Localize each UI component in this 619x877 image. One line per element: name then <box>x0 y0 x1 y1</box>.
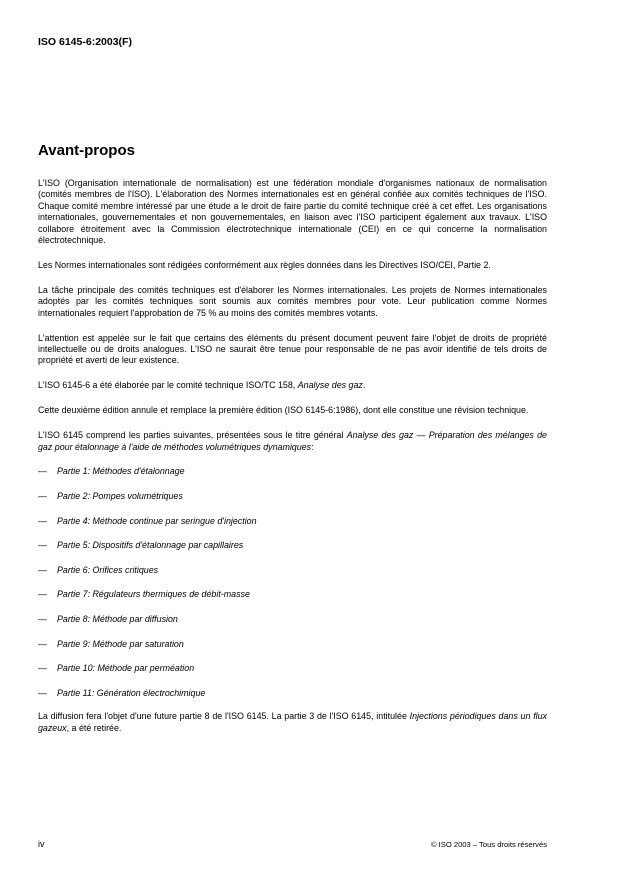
parts-list <box>38 466 547 712</box>
part-label: Partie 8: Méthode par diffusion <box>57 613 178 624</box>
dash: — <box>38 663 47 674</box>
copyright-notice: © ISO 2003 – Tous droits réservés <box>430 840 547 849</box>
dash: — <box>38 613 47 624</box>
dash: — <box>38 589 47 600</box>
paragraph-committee <box>38 380 547 391</box>
paragraph-main-task: La tâche principale des comités techniques est d'élaborer les Normes internationales. Les projets de Normes internationales adoptés par les comités techniques sont soumis aux comités membres pour vote. Leur publication comme Normes internationales requiert l'approbation de 75 % au moins des comités membres votants. <box>38 284 547 318</box>
list-item <box>38 491 547 516</box>
dash: — <box>38 466 47 477</box>
page-number: iv <box>38 839 45 849</box>
paragraph-patent-rights: L'attention est appelée sur le fait que certains des éléments du présent document peuvent faire l'objet de droits de propriété intellectuelle ou de droits analogues. L'ISO ne saurait être tenue pour responsable de ne pas avoir identifié de tels droits de propriété et averti de leur existence. <box>38 332 547 366</box>
paragraph-parts-intro <box>38 430 547 453</box>
parts-intro-text: L'ISO 6145 comprend les parties suivantes, présentées sous le titre général <box>38 430 347 441</box>
paragraph-diffusion-note <box>38 711 547 734</box>
dash: — <box>38 564 47 575</box>
list-item <box>38 663 547 688</box>
parts-intro-end: : <box>311 441 314 452</box>
part-label: Partie 9: Méthode par saturation <box>57 638 184 649</box>
part-label: Partie 2: Pompes volumétriques <box>57 491 183 501</box>
part-label: Partie 5: Dispositifs d'étalonnage par capillaires <box>57 540 244 551</box>
dash: — <box>38 515 47 526</box>
list-item <box>38 466 547 491</box>
committee-end: . <box>362 380 366 391</box>
part-label: Partie 10: Méthode par perméation <box>57 663 195 674</box>
list-item <box>38 516 547 541</box>
part-label: Partie 1: Méthodes d'étalonnage <box>57 466 185 477</box>
committee-subject: Analyse des gaz <box>297 380 363 391</box>
paragraph-edition: Cette deuxième édition annule et remplace la première édition (ISO 6145-6:1986), dont elle constitue une révision technique. <box>38 405 529 416</box>
page-title: Avant-propos <box>38 142 135 159</box>
list-item <box>38 589 547 614</box>
list-item <box>38 688 547 713</box>
parts-general-title: Analyse des gaz — Préparation des mélanges de gaz pour étalonnage à l'aide de méthodes volumétriques dynamiques <box>38 430 547 452</box>
dash: — <box>38 491 47 501</box>
part-label: Partie 11: Génération électrochimique <box>57 687 206 698</box>
dash: — <box>38 540 47 551</box>
part-label: Partie 4: Méthode continue par seringue d'injection <box>57 515 257 526</box>
document-id: ISO 6145-6:2003(F) <box>38 36 132 48</box>
committee-text: L'ISO 6145-6 a été élaborée par le comité technique ISO/TC 158, <box>38 380 298 391</box>
dash: — <box>38 687 47 698</box>
list-item <box>38 639 547 664</box>
diffusion-text: La diffusion fera l'objet d'une future partie 8 de l'ISO 6145. La partie 3 de l'ISO 6145, intitulée <box>38 711 410 722</box>
part-label: Partie 7: Régulateurs thermiques de débit-masse <box>57 589 250 600</box>
withdrawn-part-title: Injections périodiques dans un flux gazeux <box>38 711 547 733</box>
list-item <box>38 540 547 565</box>
dash: — <box>38 638 47 649</box>
part-label: Partie 6: Orifices critiques <box>57 564 159 575</box>
list-item <box>38 565 547 590</box>
paragraph-directives: Les Normes internationales sont rédigées conformément aux règles données dans les Directives ISO/CEI, Partie 2. <box>38 259 491 270</box>
list-item <box>38 614 547 639</box>
paragraph-iso-intro: L'ISO (Organisation internationale de normalisation) est une fédération mondiale d'organismes nationaux de normalisation (comités membres de l'ISO). L'élaboration des Normes internationales est en général confiée aux comités techniques de l'ISO. Chaque comité membre intéressé par une étude a le droit de faire partie du comité technique créé à cet effet. Les organisations internationales, gouvernementales et non gouvernementales, en liaison avec l'ISO participent également aux travaux. L'ISO collabore étroitement avec la Commission électrotechnique internationale (CEI) en ce qui concerne la normalisation électrotechnique. <box>38 178 547 246</box>
diffusion-end: , a été retirée. <box>66 722 122 733</box>
body-text <box>38 178 547 748</box>
